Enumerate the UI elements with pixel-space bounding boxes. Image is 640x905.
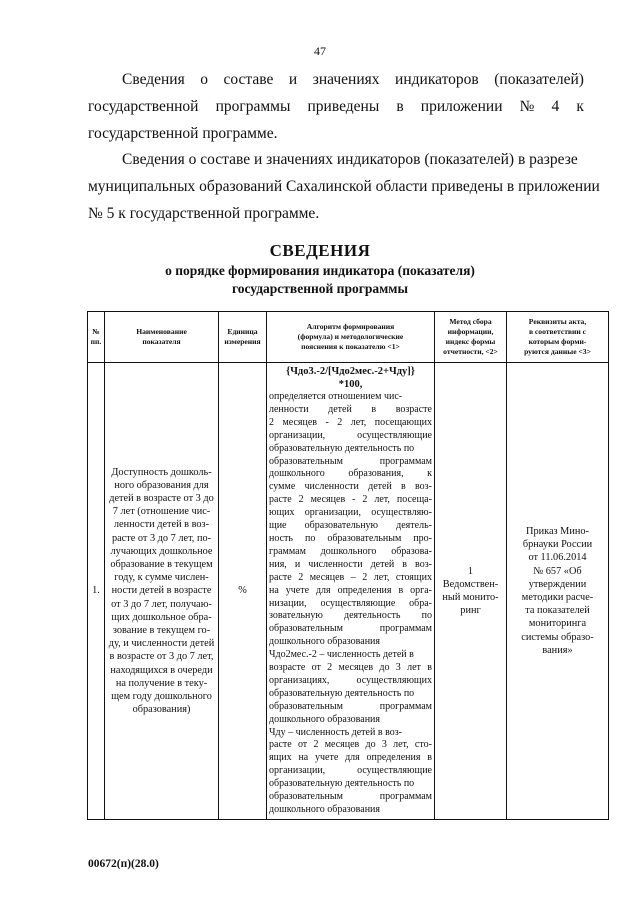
indicator-name-line: щем году дошкольного: [111, 690, 212, 702]
header-text: которым форми-: [528, 337, 587, 346]
word: ящих: [269, 752, 292, 764]
word: месяцев: [310, 494, 346, 506]
word: сто-: [414, 739, 432, 751]
paragraph-line: государственной программе.: [88, 125, 278, 142]
requisites-line: вания»: [542, 644, 573, 656]
word: 2: [337, 416, 343, 428]
word: образовательным: [327, 532, 402, 544]
word: составе: [223, 71, 274, 88]
word: 3: [395, 662, 401, 674]
algorithm-line: [269, 417, 432, 430]
word: осуществляющих: [356, 674, 432, 686]
algorithm-line: дошкольного образования: [269, 713, 381, 725]
word: для: [315, 584, 331, 596]
word: 4: [551, 98, 560, 115]
algorithm-line: [269, 752, 432, 765]
indicator-name-line: Доступность дошколь-: [111, 466, 212, 478]
word: на: [269, 584, 279, 596]
word: 2: [362, 494, 368, 506]
algorithm-line: дошкольного образования: [269, 636, 381, 648]
word: в: [396, 98, 404, 115]
indicator-name-line: ду, и численности детей: [108, 638, 215, 650]
algorithm-line: [269, 404, 432, 417]
word: учете: [315, 752, 339, 764]
word: в: [401, 481, 406, 493]
word: определения: [366, 752, 421, 764]
indicator-name-line: щих дошкольное обра-: [111, 611, 212, 623]
header-legal-requisites: [507, 312, 609, 363]
header-text: руются данные <3>: [524, 347, 591, 356]
word: деятель-: [396, 520, 432, 532]
word: осуществляющие: [357, 429, 432, 441]
word: о: [200, 71, 208, 88]
section-title: СВЕДЕНИЯ: [269, 241, 371, 260]
word: 3: [381, 739, 387, 751]
word: организации,: [269, 765, 326, 777]
word: расте: [269, 494, 292, 506]
word: от: [311, 662, 321, 674]
requisites-line: № 657 «Об: [533, 565, 582, 577]
word: организациях,: [269, 674, 330, 686]
word: обра-: [409, 597, 432, 609]
algorithm-line: Чдо2мес.-2 – численность детей в: [269, 649, 414, 661]
word: и: [294, 558, 301, 570]
word: Сведения: [122, 71, 185, 88]
word: в: [371, 403, 377, 415]
word: стоящих: [395, 571, 432, 583]
algorithm-line: [269, 662, 432, 675]
word: программам: [379, 700, 432, 712]
algorithm-line: определяется отношением чис-: [269, 391, 403, 402]
paragraph-appendix-5: [88, 146, 600, 227]
page-number: 47: [314, 44, 326, 58]
word: 2: [269, 416, 274, 428]
word: ность: [269, 532, 293, 544]
header-indicator-name: [105, 312, 219, 363]
word: 2: [298, 571, 304, 583]
word: программам: [379, 623, 432, 635]
word: детей: [368, 481, 392, 493]
word: ющих: [269, 507, 295, 519]
document-code: 00672(п)(28.0): [88, 858, 159, 870]
header-text: информации,: [447, 327, 494, 336]
indicator-name-line: на получение в теку-: [115, 677, 208, 689]
indicator-name-line: году, к сумме числен-: [114, 572, 209, 584]
algorithm-line: образовательную деятельность по: [269, 687, 415, 699]
indicator-name-line: лучающих дошкольное: [110, 545, 213, 557]
word: 2: [362, 571, 368, 583]
word: лет,: [373, 571, 390, 583]
word: программам: [379, 455, 432, 467]
paragraph-line: [88, 66, 584, 93]
word: определения: [337, 584, 392, 596]
algorithm-line: Чду – численность детей в воз-: [269, 726, 402, 738]
indicator-name-line: расте от 3 до 7 лет, по-: [111, 532, 212, 544]
indicator-name-line: ного образования для: [114, 479, 209, 491]
word: численности: [304, 481, 359, 493]
header-text: измерения: [224, 337, 261, 346]
algorithm-line: [269, 701, 432, 714]
requisites-line: утверждении: [528, 578, 587, 590]
word: лет,: [374, 494, 390, 506]
indicator-name-line: образования): [132, 704, 191, 716]
word: образовательным: [269, 791, 343, 803]
word: государственной: [88, 98, 199, 115]
header-text: отчетности, <2>: [443, 347, 498, 356]
section-subtitle-line-2: государственной программы: [231, 281, 409, 296]
algorithm-line: [269, 546, 432, 559]
word: индикаторов: [395, 71, 479, 88]
paragraph-line: муниципальных образований Сахалинской области приведены в приложении: [88, 178, 600, 195]
requisites-line: брнауки России: [522, 539, 593, 551]
word: дошкольного: [320, 545, 377, 557]
algorithm-line: [269, 507, 432, 520]
word: деятельность: [344, 610, 401, 622]
requisites-line: мониторинга: [528, 618, 587, 630]
algorithm-line: [269, 430, 432, 443]
word: по: [304, 532, 316, 544]
paragraph-line: Сведения о составе и значениях индикаторов (показателей) в разрезе: [122, 151, 578, 168]
word: лет,: [350, 416, 367, 428]
word: воз-: [415, 558, 432, 570]
header-text: №: [92, 327, 100, 336]
table-row: [88, 363, 609, 820]
collection-method-line: ринг: [460, 605, 481, 617]
word: низации,: [269, 597, 307, 609]
collection-method-line: ный монито-: [442, 591, 499, 603]
word: месяцев: [309, 571, 345, 583]
word: ленности: [269, 403, 309, 415]
word: к: [427, 468, 432, 480]
word: к: [576, 98, 584, 115]
word: граммам: [269, 545, 306, 557]
cell-indicator-name: [105, 363, 219, 820]
cell-algorithm: [267, 363, 435, 820]
word: осуществляю-: [371, 507, 432, 519]
word: в: [398, 584, 404, 596]
word: ния,: [269, 558, 287, 570]
cell-number: 1.: [88, 363, 105, 820]
requisites-line: системы образо-: [521, 631, 594, 643]
header-text: показателя: [142, 337, 181, 346]
word: от: [297, 739, 308, 751]
requisites-line: от 11.06.2014: [528, 552, 587, 564]
collection-method-line: 1: [467, 565, 474, 577]
word: образова-: [391, 545, 432, 557]
header-text: Единица: [227, 327, 258, 336]
paragraph-appendix-4: [88, 66, 584, 147]
header-text: Метод сбора: [449, 317, 492, 326]
word: осуществляющие: [357, 765, 432, 777]
word: образовательным: [269, 700, 343, 712]
header-text: индекс формы: [445, 337, 496, 346]
word: посещающих: [374, 416, 432, 428]
word: осуществляющие: [320, 597, 396, 609]
word: на: [298, 752, 309, 764]
formula-line-1: {Чдо3.-2/[Чдо2мес.-2+Чду]}: [286, 366, 415, 377]
word: образовательную: [304, 520, 379, 532]
algorithm-line: [269, 559, 432, 572]
algorithm-line: [269, 533, 432, 546]
indicator-name-line: ности детей в возрасте: [111, 585, 212, 597]
word: образовательным: [269, 455, 343, 467]
indicator-name-line: детей в возрасте от 3 до: [109, 492, 214, 504]
algorithm-line: [269, 739, 432, 752]
word: в: [427, 662, 432, 674]
indicator-table: [87, 311, 609, 820]
word: лет,: [393, 739, 409, 751]
word: организации,: [304, 507, 361, 519]
word: значениях: [312, 71, 380, 88]
header-text: Алгоритм формирования: [306, 322, 395, 331]
algorithm-explanation: [269, 391, 432, 817]
word: возрасте: [395, 403, 432, 415]
word: дошкольного: [269, 468, 325, 480]
indicator-name-line: от 3 до 7 лет, получаю-: [111, 598, 212, 610]
paragraph-line: № 5 к государственной программе.: [88, 205, 320, 222]
section-subtitle-line-1: о порядке формирования индикатора (показателя): [165, 263, 475, 278]
header-text: (формула) и методологические: [297, 332, 404, 341]
algorithm-line: образовательную деятельность по: [269, 442, 415, 454]
algorithm-line: [269, 468, 432, 481]
word: для: [345, 752, 360, 764]
algorithm-line: образовательную деятельность по: [269, 778, 415, 790]
word: детей: [328, 403, 352, 415]
word: орга-: [410, 584, 432, 596]
requisites-line: методики расче-: [521, 591, 594, 603]
word: до: [379, 662, 390, 674]
indicator-name-line: образование в текущем: [110, 558, 213, 570]
algorithm-line: [269, 494, 432, 507]
indicator-name-line: находящихся в очереди: [110, 664, 213, 676]
word: программы: [215, 98, 291, 115]
header-text: Реквизиты акта,: [528, 317, 587, 326]
header-text: пп.: [90, 337, 102, 346]
word: лет: [407, 662, 421, 674]
word: щие: [269, 520, 287, 532]
word: образовательным: [269, 623, 343, 635]
word: численности: [308, 558, 363, 570]
word: посеща-: [396, 494, 432, 506]
cell-unit: %: [219, 363, 267, 820]
word: организации,: [269, 429, 326, 441]
algorithm-line: [269, 481, 432, 494]
header-collection-method: [435, 312, 507, 363]
algorithm-line: [269, 585, 432, 598]
word: и: [288, 71, 298, 88]
algorithm-line: [269, 610, 432, 623]
word: сумме: [269, 481, 296, 493]
word: (показателей): [494, 71, 584, 88]
algorithm-line: [269, 791, 432, 804]
word: в: [427, 752, 432, 764]
word: -: [325, 416, 329, 428]
word: возрасте: [269, 662, 306, 674]
word: приведены: [307, 98, 380, 115]
word: -: [352, 494, 356, 506]
word: по: [421, 610, 432, 622]
word: расте: [269, 571, 292, 583]
algorithm-line: [269, 520, 432, 533]
word: месяцев: [338, 662, 374, 674]
indicator-name-line: зование в текущем го-: [112, 624, 211, 636]
word: –: [350, 571, 356, 583]
word: образования,: [348, 468, 404, 480]
word: программам: [379, 791, 432, 803]
word: до: [365, 739, 376, 751]
word: месяцев: [282, 416, 318, 428]
indicator-name-line: 7 лет (отношение чис-: [112, 506, 211, 518]
word: про-: [413, 532, 432, 544]
word: 2: [313, 739, 319, 751]
header-text: Наименование: [136, 327, 187, 336]
collection-method-line: Ведомствен-: [442, 578, 499, 590]
algorithm-line: [269, 572, 432, 585]
table-header-row: [88, 312, 609, 363]
algorithm-line: [269, 765, 432, 778]
word: зовательную: [269, 610, 323, 622]
word: месяцев: [324, 739, 360, 751]
indicator-name-line: в возрасте от 3 до 7 лет,: [109, 651, 214, 663]
word: №: [519, 98, 535, 115]
header-unit: [219, 312, 267, 363]
cell-legal-requisites: [507, 363, 609, 820]
paragraph-line: [88, 93, 584, 120]
word: детей: [370, 558, 395, 570]
algorithm-line: [269, 456, 432, 469]
word: воз-: [415, 481, 432, 493]
word: расте: [269, 739, 292, 751]
word: приложении: [420, 98, 503, 115]
word: в: [402, 558, 408, 570]
header-number: [88, 312, 105, 363]
header-text: в соответствии с: [528, 327, 587, 336]
requisites-line: Приказ Мино-: [526, 525, 589, 537]
indicator-name-line: ленности детей в воз-: [113, 519, 210, 531]
word: учете: [285, 584, 310, 596]
word: 2: [298, 494, 304, 506]
algorithm-line: [269, 598, 432, 611]
header-text: пояснения к показателю <1>: [301, 342, 400, 351]
cell-collection-method: [435, 363, 507, 820]
formula-line-2: *100,: [338, 379, 363, 390]
word: 2: [327, 662, 333, 674]
algorithm-line: дошкольного образования: [269, 804, 381, 815]
algorithm-line: [269, 675, 432, 688]
requisites-line: та показателей: [525, 605, 590, 617]
header-algorithm: [267, 312, 435, 363]
algorithm-line: [269, 623, 432, 636]
